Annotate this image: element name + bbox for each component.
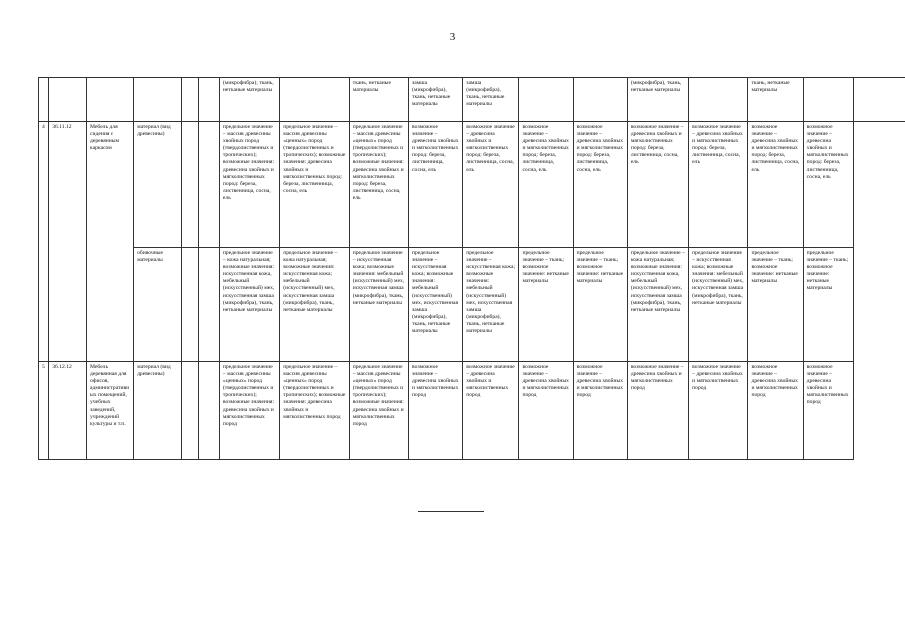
table-cell xyxy=(689,78,748,122)
table-cell: возможное значение – древесина хвойных и мягколиственных пород xyxy=(689,362,748,460)
page-number: 3 xyxy=(449,31,456,43)
table-cell: предельное значение – ткань; возможное значение: нетканые материалы xyxy=(519,248,573,362)
table-cell: предельное значение – ткань; возможное значение: нетканые материалы xyxy=(573,248,627,362)
table-cell: предельное значение – массив древесины «ценных» пород (твердолиственных и тропических); возможные значения: древесина хвойных и мягколиственных пород xyxy=(219,362,279,460)
table-cell xyxy=(199,122,219,248)
table-cell: предельное значение – ткань; возможное значение: нетканые материалы xyxy=(803,248,853,362)
table-cell xyxy=(199,248,219,362)
table-cell xyxy=(182,248,199,362)
table-cell: предельное значение – искусственная кожа; возможные значения: мебельный (искусственный) мех, искусственная замша (микрофибра), ткань, нетканые материалы xyxy=(349,248,408,362)
table-cell: возможное значение – древесина хвойных и мягколиственных пород: береза, лиственница, сосна, ель xyxy=(519,122,573,248)
table-cell: предельное значение – искусственная кожа; возможные значения: мебельный (искусственный) мех, искусственная замша (микрофибра), ткань, нетканые материалы xyxy=(463,248,519,362)
table-cell: ткань, нетканые материалы xyxy=(349,78,408,122)
table-cell xyxy=(182,78,199,122)
table-cell: предельное значение – искусственная кожа; возможные значения: мебельный (искусственный) мех, искусственная замша (микрофибра), ткань, нетканые материалы xyxy=(689,248,748,362)
table-cell: возможное значение – древесина хвойных и мягколиственных пород xyxy=(627,362,688,460)
row-number: 5 xyxy=(39,362,49,460)
okpd-code: 36.11.12 xyxy=(49,122,87,362)
table-cell: предельное значение – искусственная кожа; возможные значения: мебельный (искусственный) мех, искусственная замша (микрофибра), ткань, нетканые материалы xyxy=(409,248,463,362)
table-cell: замша (микрофибра), ткань, нетканые материалы xyxy=(463,78,519,122)
table-cell: возможное значение – древесина хвойных и мягколиственных пород xyxy=(748,362,803,460)
table-row xyxy=(39,122,905,248)
table-cell xyxy=(280,78,350,122)
table-cell: предельное значение – ткань; возможное значение: нетканые материалы xyxy=(748,248,803,362)
table-cell: ткань, нетканые материалы xyxy=(748,78,803,122)
table-cell xyxy=(49,78,87,122)
table-cell xyxy=(87,78,134,122)
requirements-table xyxy=(38,77,905,460)
table-cell xyxy=(803,78,853,122)
table-cell: возможное значение – древесина хвойных и мягколиственных пород: береза, лиственница, сосна, ель xyxy=(573,122,627,248)
table-cell: предельное значение – кожа натуральная; возможные значения: искусственная кожа, мебельный (искусственный) мех, искусственная замша (микрофибра), ткань, нетканые материалы xyxy=(219,248,279,362)
table-cell xyxy=(573,78,627,122)
table-cell: (микрофибра); ткань, нетканые материалы xyxy=(219,78,279,122)
table-cell xyxy=(853,78,905,122)
table-cell: возможное значение – древесина хвойных и мягколиственных пород: береза, лиственница, сосна, ель xyxy=(803,122,853,248)
table-row xyxy=(39,248,905,362)
table-cell xyxy=(182,362,199,460)
table-cell: предельное значение – кожа натуральная; возможные значения: искусственная кожа, мебельный (искусственный) мех, искусственная замша (микрофибра), ткань, нетканые материалы xyxy=(627,248,688,362)
table-cell: предельное значение – массив древесины «ценных» пород (твердолиственных и тропических); возможные значения: древесина хвойных и мягколиственных пород: береза, лиственница, сосна, ель xyxy=(349,122,408,248)
table-cell xyxy=(199,362,219,460)
table-cell: возможное значение – древесина хвойных и мягколиственных пород: береза, лиственница, сосна, ель xyxy=(748,122,803,248)
table-cell: предельное значение – массив древесины «ценных» пород (твердолиственных и тропических); возможные значения: древесина хвойных и мягколиственных пород xyxy=(349,362,408,460)
characteristic-name: материал (вид древесины) xyxy=(134,362,182,460)
table-cell xyxy=(182,122,199,248)
table-cell: возможное значение – древесина хвойных и мягколиственных пород: береза, лиственница, сосна, ель xyxy=(627,122,688,248)
table-cell xyxy=(199,78,219,122)
table-cell xyxy=(39,78,49,122)
table-cell: возможное значение – древесина хвойных и мягколиственных пород xyxy=(463,362,519,460)
table-cell: возможное значение – древесина хвойных и мягколиственных пород: береза, лиственница, сосна, ель xyxy=(463,122,519,248)
table-cell: возможное значение – древесина хвойных и мягколиственных пород: береза, лиственница, сосна, ель xyxy=(409,122,463,248)
row-number: 4 xyxy=(39,122,49,362)
table-cell xyxy=(519,78,573,122)
table-row xyxy=(39,362,905,460)
table-cell: возможное значение – древесина хвойных и мягколиственных пород xyxy=(409,362,463,460)
table-cell: предельное значение – массив древесины «ценных» пород (твердолиственных и тропических); возможные значения: древесина хвойных и мягколиственных пород xyxy=(280,362,350,460)
table-cell: (микрофибра), ткань, нетканые материалы xyxy=(627,78,688,122)
item-name: Мебель деревянная для офисов, административных помещений, учебных заведений, учреждений культуры и т.п. xyxy=(87,362,134,460)
table-cell: возможное значение – древесина хвойных и мягколиственных пород xyxy=(803,362,853,460)
table-cell: предельное значение – массив древесины «ценных» пород (твердолиственных и тропических); возможные значения: древесина хвойных и мягколиственных пород: береза, лиственница, сосна, ель xyxy=(280,122,350,248)
table-cell: предельное значение – кожа натуральная; возможные значения: искусственная кожа; мебельный (искусственный) мех, искусственная замша (микрофибра), ткань, нетканые материалы xyxy=(280,248,350,362)
table-cell xyxy=(134,78,182,122)
characteristic-name: материал (вид древесины) xyxy=(134,122,182,248)
table-cell: замша (микрофибра), ткань, нетканые материалы xyxy=(409,78,463,122)
okpd-code: 36.12.12 xyxy=(49,362,87,460)
item-name: Мебель для сидения с деревянным каркасом xyxy=(87,122,134,362)
table-cell: возможное значение – древесина хвойных и мягколиственных пород xyxy=(573,362,627,460)
table-cell: возможное значение – древесина хвойных и мягколиственных пород xyxy=(519,362,573,460)
table-row xyxy=(39,78,905,122)
table-cell: возможное значение – древесина хвойных и мягколиственных пород: береза, лиственница, сосна, ель xyxy=(689,122,748,248)
bottom-rule xyxy=(418,511,484,512)
characteristic-name: обивочные материалы xyxy=(134,248,182,362)
table-cell: предельное значение – массив древесины хвойных пород (твердолиственных и тропических); возможные значения: древесина хвойных и мягколиственных пород: береза, лиственница, сосна, ель xyxy=(219,122,279,248)
